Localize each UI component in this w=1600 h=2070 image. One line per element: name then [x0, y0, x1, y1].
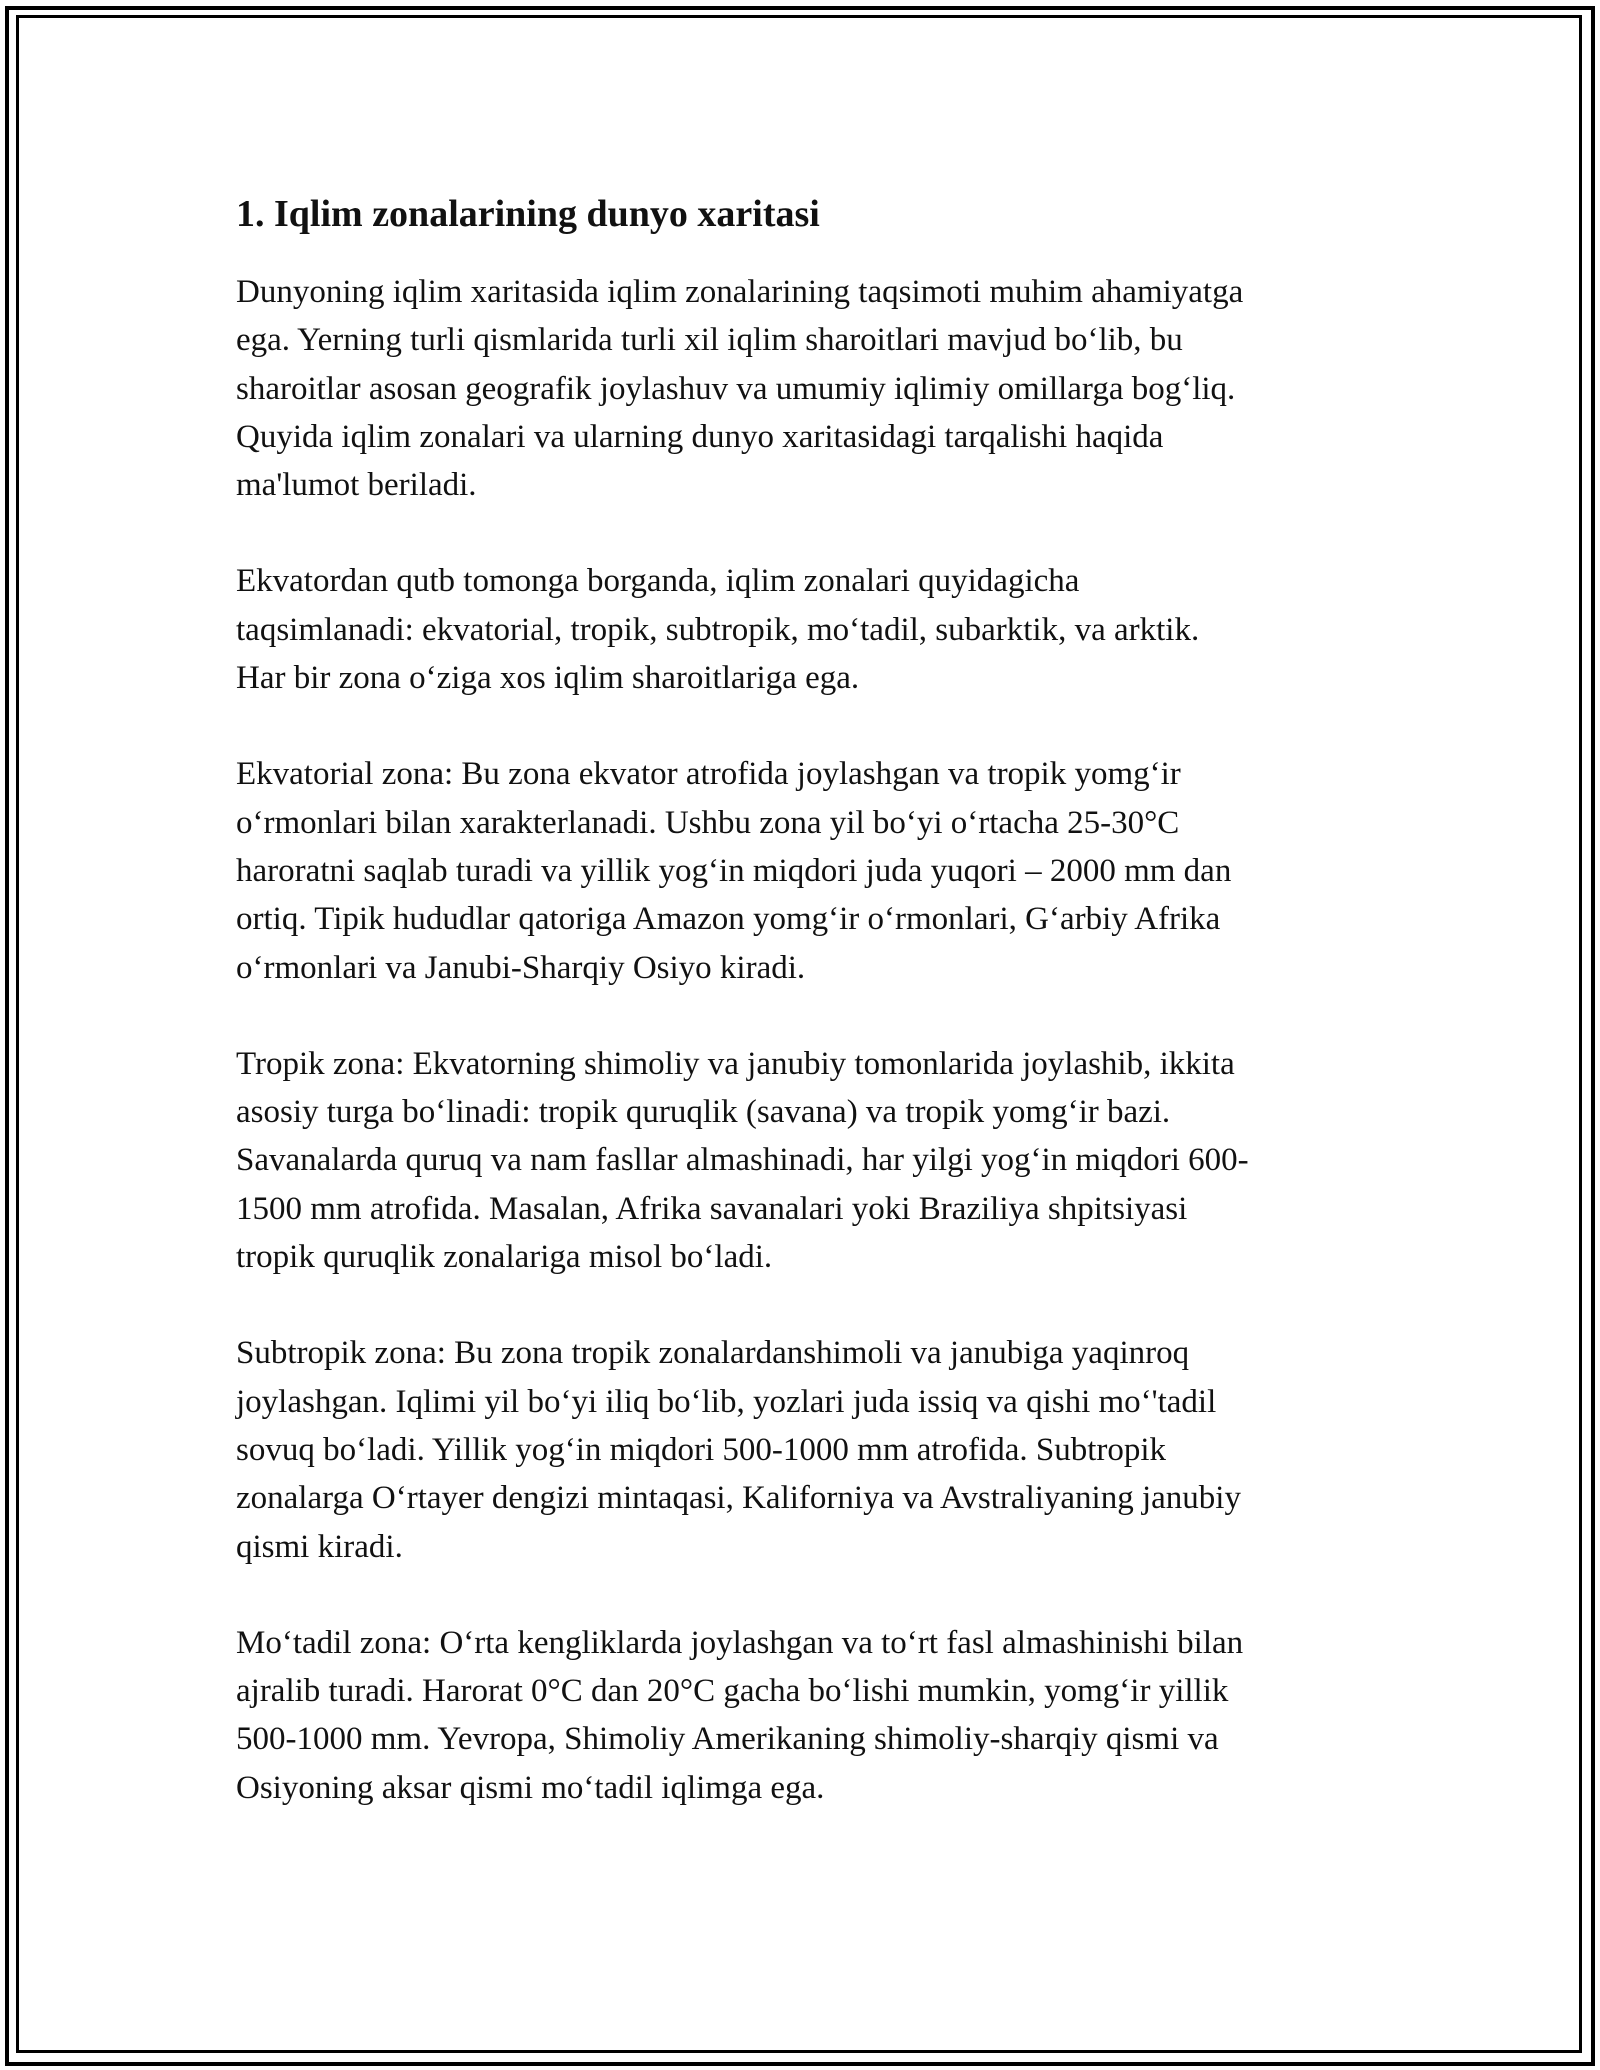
document-body [236, 186, 1386, 1860]
paragraph-equatorial-zone: Ekvatorial zona: Bu zona ekvator atrofida joylashgan va tropik yomg‘ir o‘rmonlari bilan xarakterlanadi. Ushbu zona yil bo‘yi o‘rtacha 25-30°C haroratni saqlab turadi va yillik yog‘in miqdori juda yuqori – 2000 mm dan ortiq. Tipik hududlar qatoriga Amazon yomg‘ir o‘rmonlari, G‘arbiy Afrika o‘rmonlari va Janubi-Sharqiy Osiyo kiradi. [236, 756, 1232, 986]
paragraph-zone-order: Ekvatordan qutb tomonga borganda, iqlim zonalari quyidagicha taqsimlanadi: ekvatorial, tropik, subtropik, mo‘tadil, subarktik, va arktik. Har bir zona o‘ziga xos iqlim sharoitlariga ega. [236, 563, 1200, 697]
paragraph-subtropical-zone: Subtropik zona: Bu zona tropik zonalardanshimoli va janubiga yaqinroq joylashgan. Iqlimi yil bo‘yi iliq bo‘lib, yozlari juda issiq va qishi mo‘'tadil sovuq bo‘ladi. Yillik yog‘in miqdori 500-1000 mm atrofida. Subtropik zonalarga O‘rtayer dengizi mintaqasi, Kaliforniya va Avstraliyaning janubiy qismi kiradi. [236, 1335, 1241, 1565]
section-heading: 1. Iqlim zonalarining dunyo xaritasi [236, 193, 820, 235]
paragraph-intro: Dunyoning iqlim xaritasida iqlim zonalarining taqsimoti muhim ahamiyatga ega. Yerning turli qismlarida turli xil iqlim sharoitlari mavjud bo‘lib, bu sharoitlar asosan geografik joylashuv va umumiy iqlimiy omillarga bog‘liq. Quyida iqlim zonalari va ularning dunyo xaritasidagi tarqalishi haqida ma'lumot beriladi. [236, 274, 1244, 504]
paragraph-temperate-zone: Mo‘tadil zona: O‘rta kengliklarda joylashgan va to‘rt fasl almashinishi bilan ajralib turadi. Harorat 0°C dan 20°C gacha bo‘lishi mumkin, yomg‘ir yillik 500-1000 mm. Yevropa, Shimoliy Amerikaning shimoliy-sharqiy qismi va Osiyoning aksar qismi mo‘tadil iqlimga ega. [236, 1624, 1244, 1806]
paragraph-tropical-zone: Tropik zona: Ekvatorning shimoliy va janubiy tomonlarida joylashib, ikkita asosiy turga bo‘linadi: tropik quruqlik (savana) va tropik yomg‘ir bazi. Savanalarda quruq va nam fasllar almashinadi, har yilgi yog‘in miqdori 600- 1500 mm atrofida. Masalan, Afrika savanalari yoki Braziliya shpitsiyasi tropik quruqlik zonalariga misol bo‘ladi. [236, 1045, 1249, 1276]
